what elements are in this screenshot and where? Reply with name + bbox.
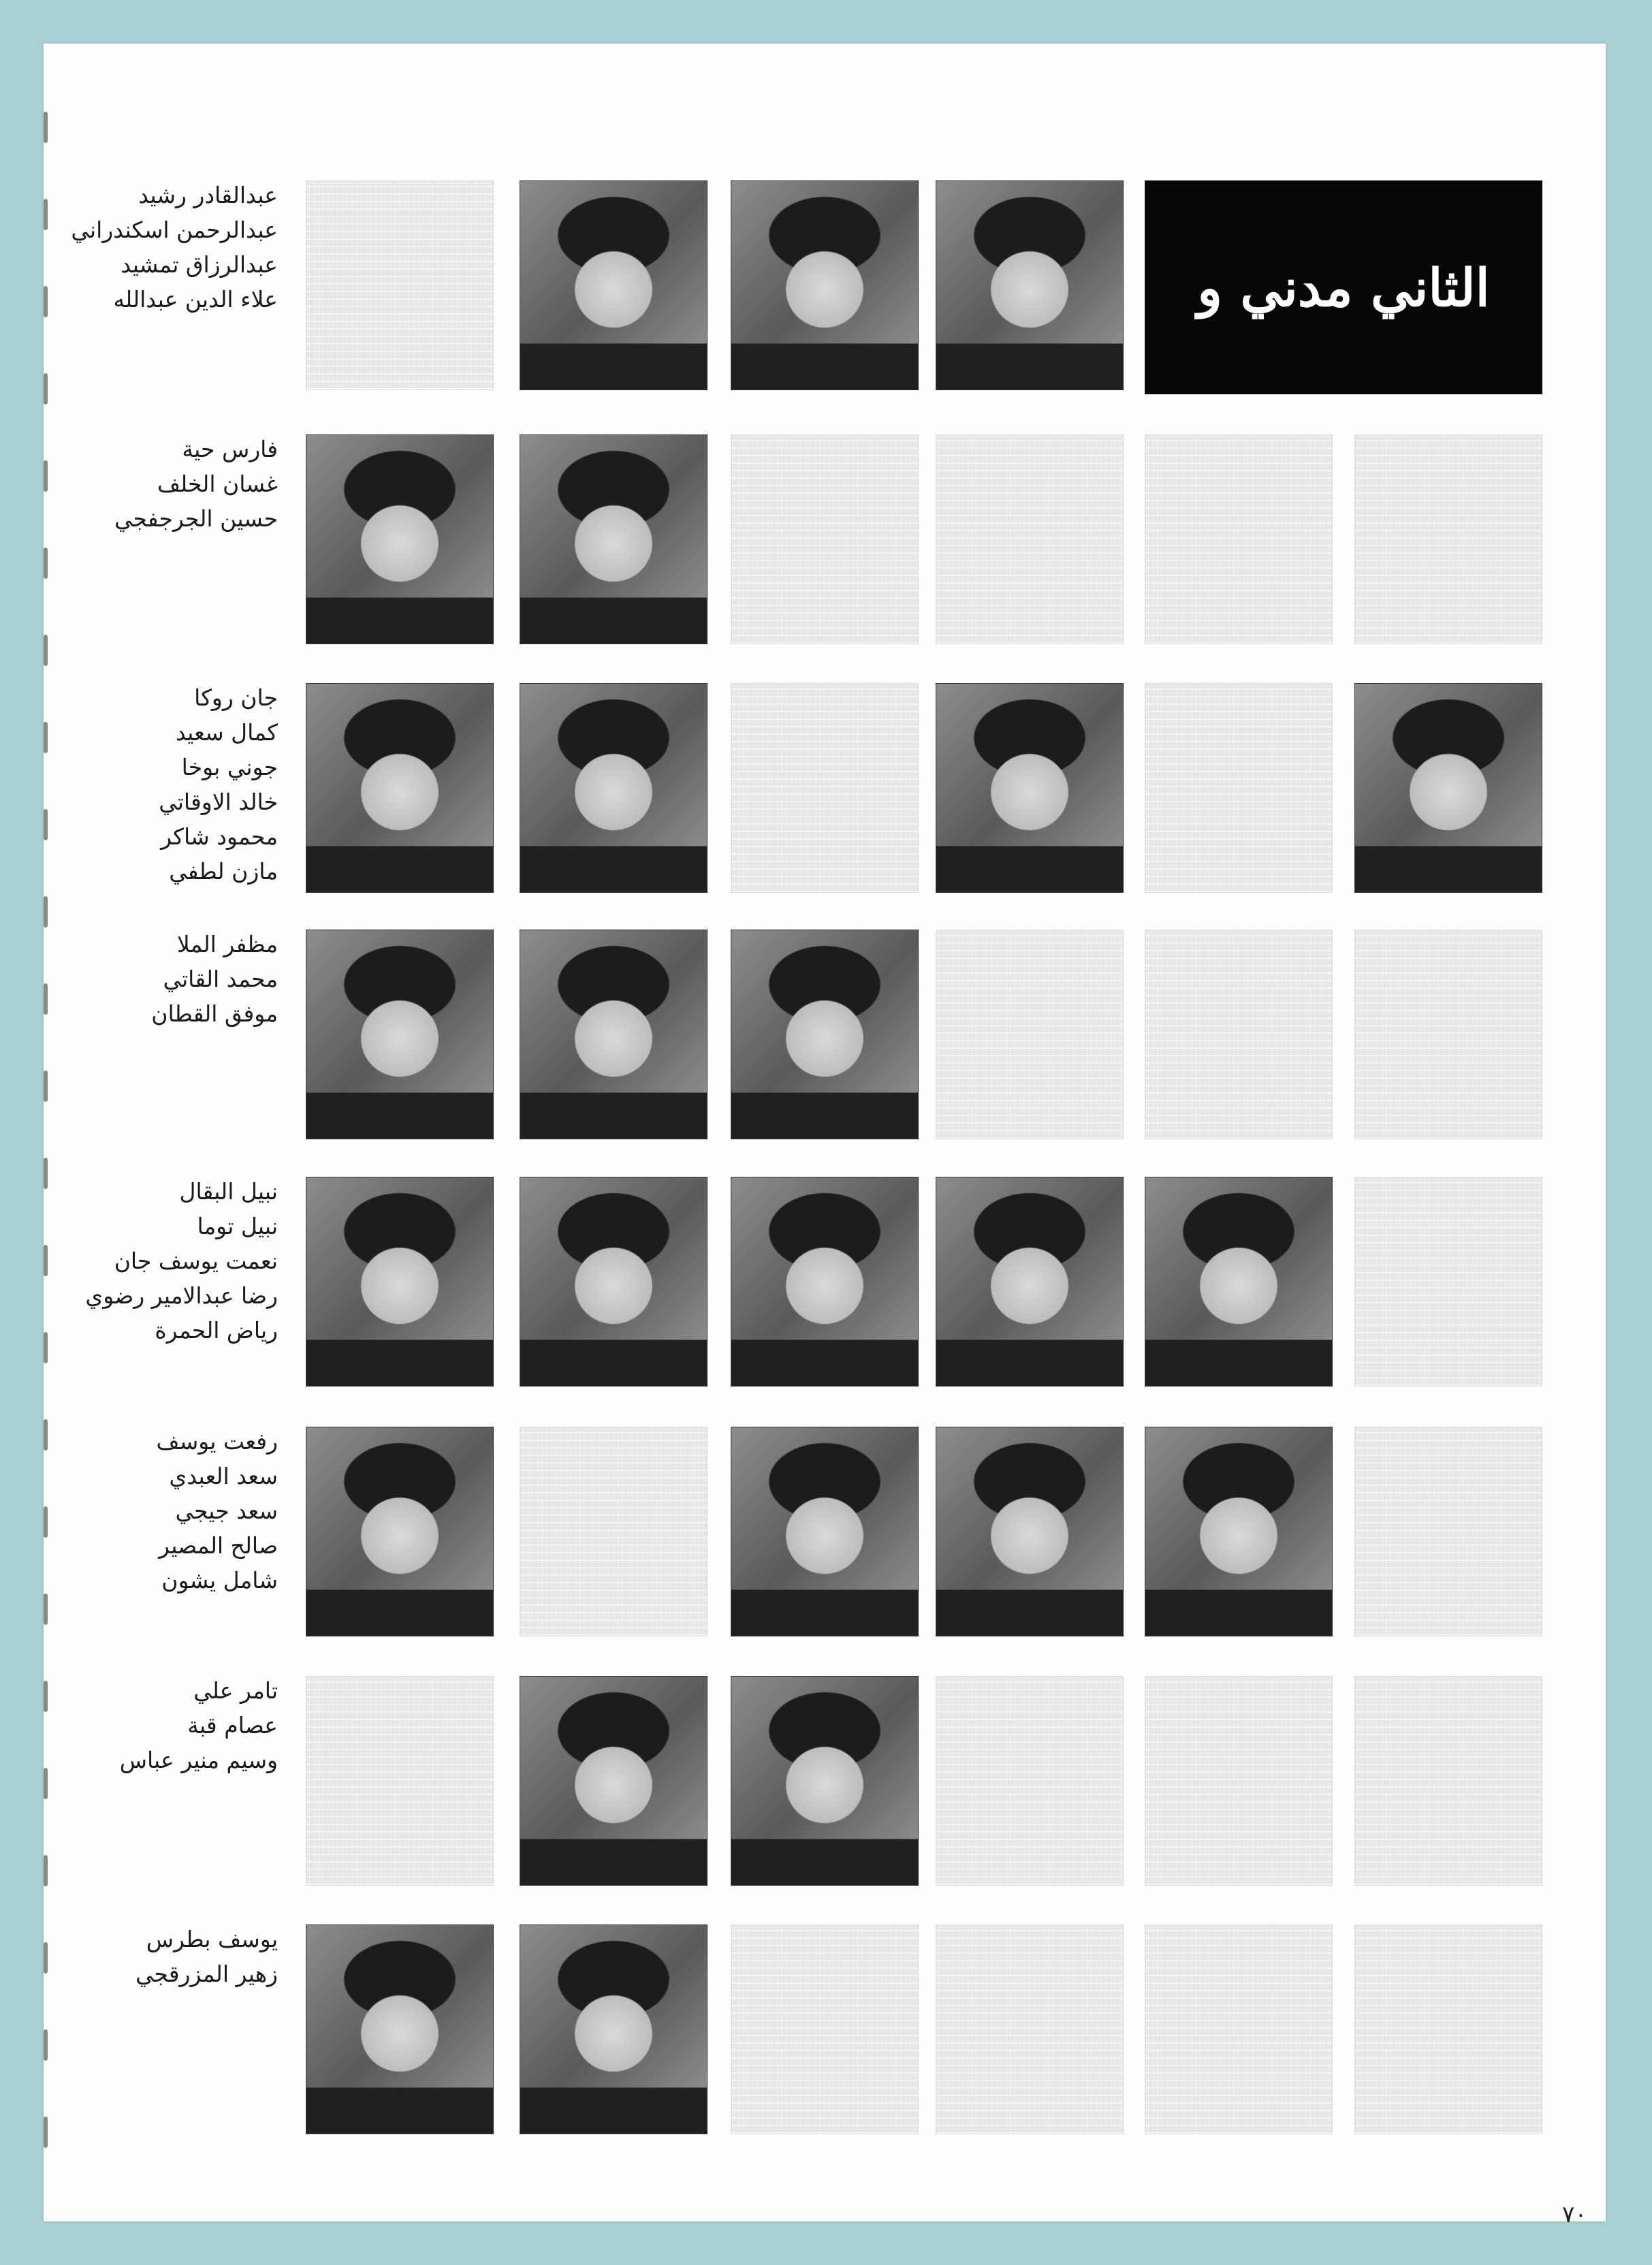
binding-hole	[44, 983, 48, 1015]
student-photo	[306, 683, 494, 893]
student-photo	[731, 1177, 919, 1387]
empty-photo-slot	[1354, 930, 1542, 1139]
binding-hole	[44, 635, 48, 666]
empty-photo-slot	[936, 1676, 1124, 1886]
page-number: ٧٠	[1562, 2201, 1587, 2228]
student-photo	[1145, 1427, 1333, 1636]
binding-hole	[44, 1768, 48, 1799]
student-name: محمود شاكر	[161, 823, 278, 850]
student-names	[53, 1174, 278, 1348]
binding-hole	[44, 373, 48, 405]
student-name: مازن لطفي	[169, 858, 278, 885]
binding-hole	[44, 1071, 48, 1102]
student-photo	[520, 1177, 708, 1387]
binding-hole	[44, 112, 48, 143]
student-name: سعد جيجي	[175, 1498, 278, 1524]
student-photo	[731, 1676, 919, 1886]
binding-hole	[44, 460, 48, 492]
class-title: الثاني مدني و	[1145, 180, 1542, 394]
student-names	[53, 927, 278, 1031]
student-photo	[731, 1427, 919, 1636]
binding-hole	[44, 2029, 48, 2061]
student-name: وسيم منير عباس	[119, 1747, 278, 1773]
binding-hole	[44, 199, 48, 230]
student-photo	[306, 1925, 494, 2134]
empty-photo-slot	[306, 1676, 494, 1886]
student-name: رضا عبدالامير رضوي	[85, 1282, 278, 1309]
student-photo	[520, 180, 708, 390]
student-name: محمد القاتي	[163, 966, 278, 992]
student-names	[53, 680, 278, 889]
binding-hole	[44, 1158, 48, 1189]
yearbook-page	[44, 44, 1606, 2228]
student-name: سعد العبدي	[169, 1463, 278, 1489]
student-name: عبدالرزاق تمشيد	[121, 251, 278, 278]
binding-hole	[44, 722, 48, 753]
student-photo	[1354, 683, 1542, 893]
empty-photo-slot	[1145, 930, 1333, 1139]
student-photo	[1145, 1177, 1333, 1387]
student-name: رفعت يوسف	[156, 1428, 278, 1455]
student-photo	[306, 1177, 494, 1387]
student-photo	[520, 434, 708, 644]
student-photo	[520, 930, 708, 1139]
binding-hole	[44, 1855, 48, 1886]
student-name: زهير المزرقجي	[135, 1961, 278, 1987]
binding-hole	[44, 1419, 48, 1451]
binding-hole	[44, 286, 48, 317]
student-photo	[731, 930, 919, 1139]
student-photo	[936, 180, 1124, 390]
empty-photo-slot	[1145, 1676, 1333, 1886]
binding-hole	[44, 1942, 48, 1974]
student-name: علاء الدين عبدالله	[113, 286, 278, 313]
empty-photo-slot	[1354, 1676, 1542, 1886]
student-photo	[306, 930, 494, 1139]
student-photo	[936, 1427, 1124, 1636]
student-name: جوني بوخا	[181, 754, 278, 780]
student-photo	[306, 434, 494, 644]
student-name: نبيل توما	[197, 1213, 278, 1239]
binding-hole	[44, 1506, 48, 1538]
empty-photo-slot	[1145, 683, 1333, 893]
student-name: حسين الجرجفجي	[114, 505, 278, 532]
empty-photo-slot	[1145, 434, 1333, 644]
empty-photo-slot	[731, 683, 919, 893]
student-name: نعمت يوسف جان	[114, 1248, 278, 1274]
student-name: تامر علي	[193, 1677, 278, 1704]
student-names	[53, 1673, 278, 1777]
student-name: عبدالرحمن اسكندراني	[71, 217, 278, 243]
binding-hole	[44, 2117, 48, 2148]
empty-photo-slot	[731, 1925, 919, 2134]
binding-hole	[44, 1681, 48, 1712]
student-names	[53, 1922, 278, 1991]
binding-hole	[44, 1594, 48, 1625]
student-name: غسان الخلف	[157, 471, 278, 497]
student-name: يوسف بطرس	[146, 1926, 278, 1952]
student-photo	[936, 683, 1124, 893]
student-name: عصام قبة	[187, 1712, 278, 1739]
student-name: كمال سعيد	[175, 719, 278, 746]
empty-photo-slot	[1354, 1427, 1542, 1636]
binding-hole	[44, 896, 48, 928]
empty-photo-slot	[520, 1427, 708, 1636]
student-name: رياض الحمرة	[155, 1317, 278, 1344]
binding-hole	[44, 548, 48, 579]
student-photo	[520, 1676, 708, 1886]
empty-photo-slot	[936, 930, 1124, 1139]
student-name: عبدالقادر رشيد	[138, 182, 278, 208]
empty-photo-slot	[1145, 1925, 1333, 2134]
student-names	[53, 178, 278, 317]
student-names	[53, 1424, 278, 1598]
student-name: مظفر الملا	[176, 931, 278, 957]
empty-photo-slot	[1354, 1925, 1542, 2134]
student-name: فارس حية	[182, 436, 278, 462]
binding-hole	[44, 1245, 48, 1276]
empty-photo-slot	[1354, 1177, 1542, 1387]
empty-photo-slot	[731, 434, 919, 644]
student-name: صالح المصير	[158, 1532, 278, 1559]
student-name: شامل يشون	[161, 1567, 278, 1594]
student-name: جان روكا	[194, 684, 278, 711]
empty-photo-slot	[936, 434, 1124, 644]
student-photo	[520, 683, 708, 893]
student-photo	[306, 1427, 494, 1636]
empty-photo-slot	[1354, 434, 1542, 644]
binding-hole	[44, 1332, 48, 1363]
student-name: نبيل البقال	[179, 1178, 278, 1205]
student-photo	[731, 180, 919, 390]
student-name: خالد الاوقاتي	[159, 789, 278, 815]
empty-photo-slot	[936, 1925, 1124, 2134]
student-photo	[520, 1925, 708, 2134]
empty-photo-slot	[306, 180, 494, 390]
student-name: موفق القطان	[151, 1000, 278, 1027]
student-names	[53, 432, 278, 536]
binding-hole	[44, 809, 48, 840]
student-photo	[936, 1177, 1124, 1387]
